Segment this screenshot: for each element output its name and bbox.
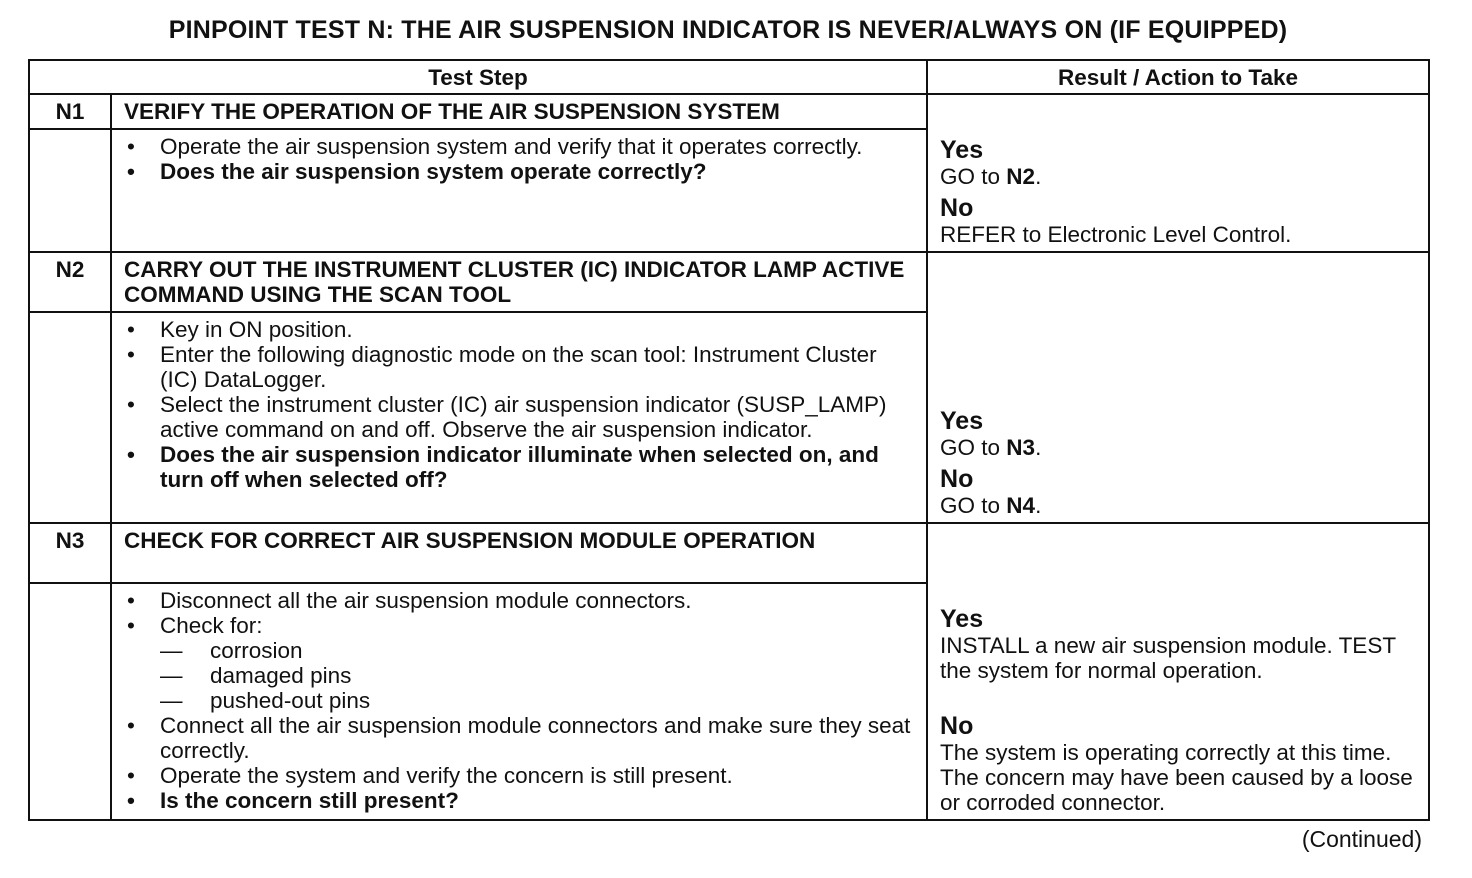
list-item: • Check for: — corrosion — damaged pins — pushed-out pins	[124, 613, 914, 713]
check-item: — damaged pins	[160, 663, 352, 688]
header-test-step: Test Step	[29, 60, 927, 94]
list-item: • Connect all the air suspension module connectors and make sure they seat correctly.	[127, 713, 911, 763]
result-yes-label: Yes	[940, 407, 984, 435]
result-yes-text: GO to N3.	[940, 435, 1042, 460]
list-item: • Does the air suspension indicator illuminate when selected on, and turn off when selected off?	[127, 442, 879, 492]
check-item: — pushed-out pins	[160, 688, 371, 713]
list-item: • Key in ON position.	[127, 317, 353, 342]
result-cell-n1	[927, 94, 1429, 252]
step-body-n2	[111, 312, 927, 523]
list-item: • Does the air suspension system operate correctly?	[127, 159, 707, 184]
step-code-n3: N3	[29, 523, 111, 583]
result-yes-label: Yes	[940, 136, 984, 164]
list-item: • Disconnect all the air suspension module connectors.	[127, 588, 692, 613]
result-cell-n3	[927, 523, 1429, 820]
continued-label: (Continued)	[1301, 826, 1422, 852]
result-no-label: No	[940, 465, 974, 493]
step-body-n3	[111, 583, 927, 820]
list-item: • Enter the following diagnostic mode on the scan tool: Instrument Cluster (IC) DataLogger.	[127, 342, 877, 392]
result-no-text: The system is operating correctly at this time. The concern may have been caused by a loose or corroded connector.	[940, 740, 1413, 815]
result-no-text: REFER to Electronic Level Control.	[940, 222, 1292, 247]
check-list	[160, 638, 914, 713]
result-no-label: No	[940, 194, 974, 222]
header-result: Result / Action to Take	[927, 60, 1429, 94]
page-title: PINPOINT TEST N: THE AIR SUSPENSION INDICATOR IS NEVER/ALWAYS ON (IF EQUIPPED)	[168, 16, 1288, 44]
result-yes-text: INSTALL a new air suspension module. TEST the system for normal operation.	[940, 633, 1396, 683]
step-link-n3[interactable]: N3	[1006, 435, 1036, 460]
step-body-n1	[111, 129, 927, 252]
result-yes-text: GO to N2.	[940, 164, 1042, 189]
step-code-n2: N2	[29, 252, 111, 312]
result-no-text: GO to N4.	[940, 493, 1042, 518]
list-item: • Operate the air suspension system and verify that it operates correctly.	[127, 134, 863, 159]
step-title-n2: CARRY OUT THE INSTRUMENT CLUSTER (IC) INDICATOR LAMP ACTIVE COMMAND USING THE SCAN TOOL	[111, 252, 927, 312]
check-item: — corrosion	[160, 638, 303, 663]
result-no-label: No	[940, 712, 974, 740]
step-link-n4[interactable]: N4	[1006, 493, 1036, 518]
step-code-n1: N1	[29, 94, 111, 129]
list-item: • Select the instrument cluster (IC) air suspension indicator (SUSP_LAMP) active command on and off. Observe the air suspension indicator.	[127, 392, 887, 442]
result-yes-label: Yes	[940, 605, 984, 633]
result-cell-n2	[927, 252, 1429, 523]
list-item: • Operate the system and verify the concern is still present.	[127, 763, 733, 788]
list-item: • Is the concern still present?	[127, 788, 459, 813]
step-title-n3: CHECK FOR CORRECT AIR SUSPENSION MODULE OPERATION	[111, 523, 927, 583]
step-title-n1: VERIFY THE OPERATION OF THE AIR SUSPENSION SYSTEM	[111, 94, 927, 129]
pinpoint-test-table	[28, 59, 1430, 821]
step-link-n2[interactable]: N2	[1006, 164, 1036, 189]
